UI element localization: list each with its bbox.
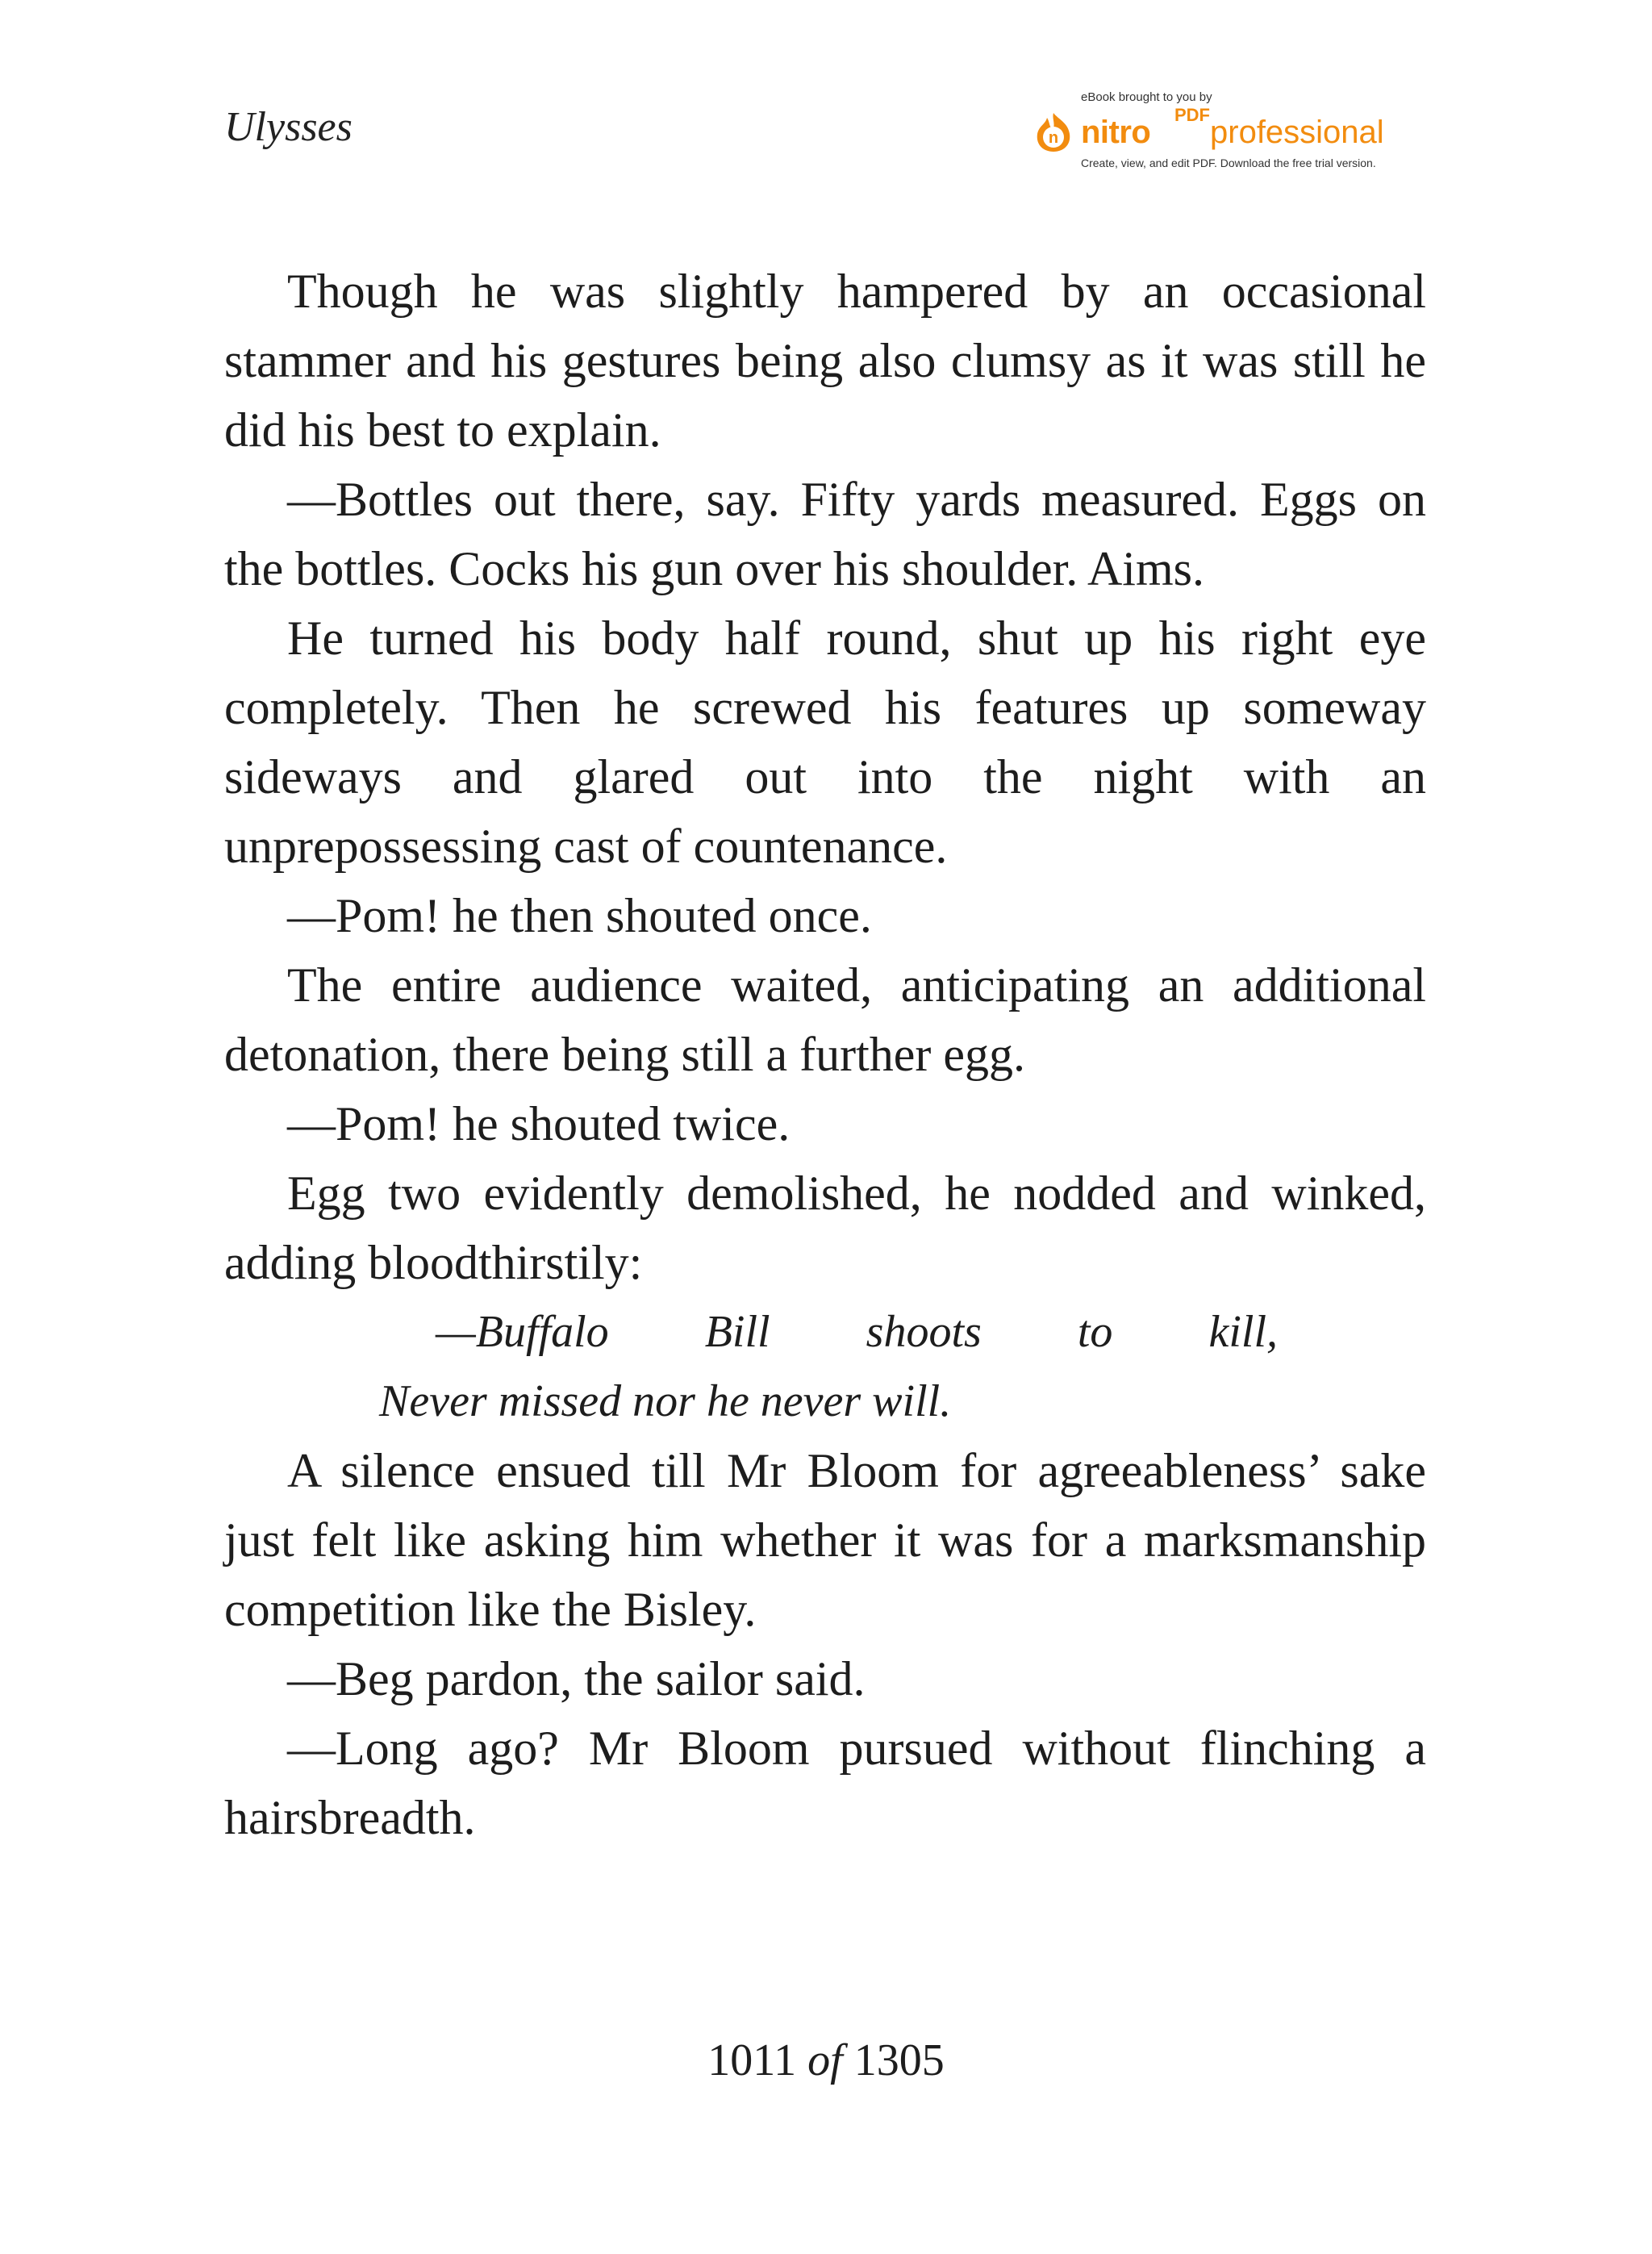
current-page: 1011 bbox=[707, 2035, 797, 2085]
paragraph: —Bottles out there, say. Fifty yards measured. Eggs on the bottles. Cocks his gun over his shoulder. Aims. bbox=[224, 473, 1426, 595]
paragraph: Egg two evidently demolished, he nodded and winked, adding bloodthirstily: bbox=[224, 1167, 1426, 1289]
page-of-word: of bbox=[807, 2035, 843, 2085]
paragraph: A silence ensued till Mr Bloom for agreeableness’ sake just felt like asking him whether it was for a marksmanship competition like the Bisley. bbox=[224, 1444, 1426, 1636]
total-pages: 1305 bbox=[853, 2035, 945, 2085]
promo-brand: nitro bbox=[1081, 115, 1151, 150]
promo-product: professional bbox=[1210, 115, 1384, 150]
svg-text:n: n bbox=[1048, 129, 1059, 147]
verse-line: Never missed nor he never will. bbox=[379, 1376, 952, 1426]
running-title: Ulysses bbox=[224, 104, 353, 150]
promo-tagline-top: eBook brought to you by bbox=[1081, 90, 1212, 104]
paragraph: —Beg pardon, the sailor said. bbox=[287, 1652, 866, 1705]
nitro-promo-banner[interactable] bbox=[1031, 89, 1426, 177]
verse-line: —Buffalo Bill shoots to kill, bbox=[436, 1307, 1278, 1357]
paragraph: He turned his body half round, shut up his right eye completely. Then he screwed his features up someway sideways and glared out into the night with an unprepossessing cast of countenance. bbox=[224, 612, 1426, 873]
paragraph: —Pom! he shouted twice. bbox=[287, 1097, 791, 1150]
page-number bbox=[0, 2035, 1652, 2086]
nitro-flame-icon bbox=[1031, 110, 1076, 155]
body-text bbox=[224, 257, 1426, 1852]
promo-brand-sup: PDF bbox=[1174, 105, 1210, 125]
paragraph: —Pom! he then shouted once. bbox=[287, 889, 872, 942]
promo-tagline-bottom: Create, view, and edit PDF. Download the free trial version. bbox=[1081, 157, 1376, 169]
paragraph: —Long ago? Mr Bloom pursued without flinching a hairsbreadth. bbox=[224, 1722, 1426, 1844]
paragraph: Though he was slightly hampered by an occasional stammer and his gestures being also clumsy as it was still he did his best to explain. bbox=[224, 265, 1426, 457]
paragraph: The entire audience waited, anticipating an additional detonation, there being still a further egg. bbox=[224, 958, 1426, 1081]
